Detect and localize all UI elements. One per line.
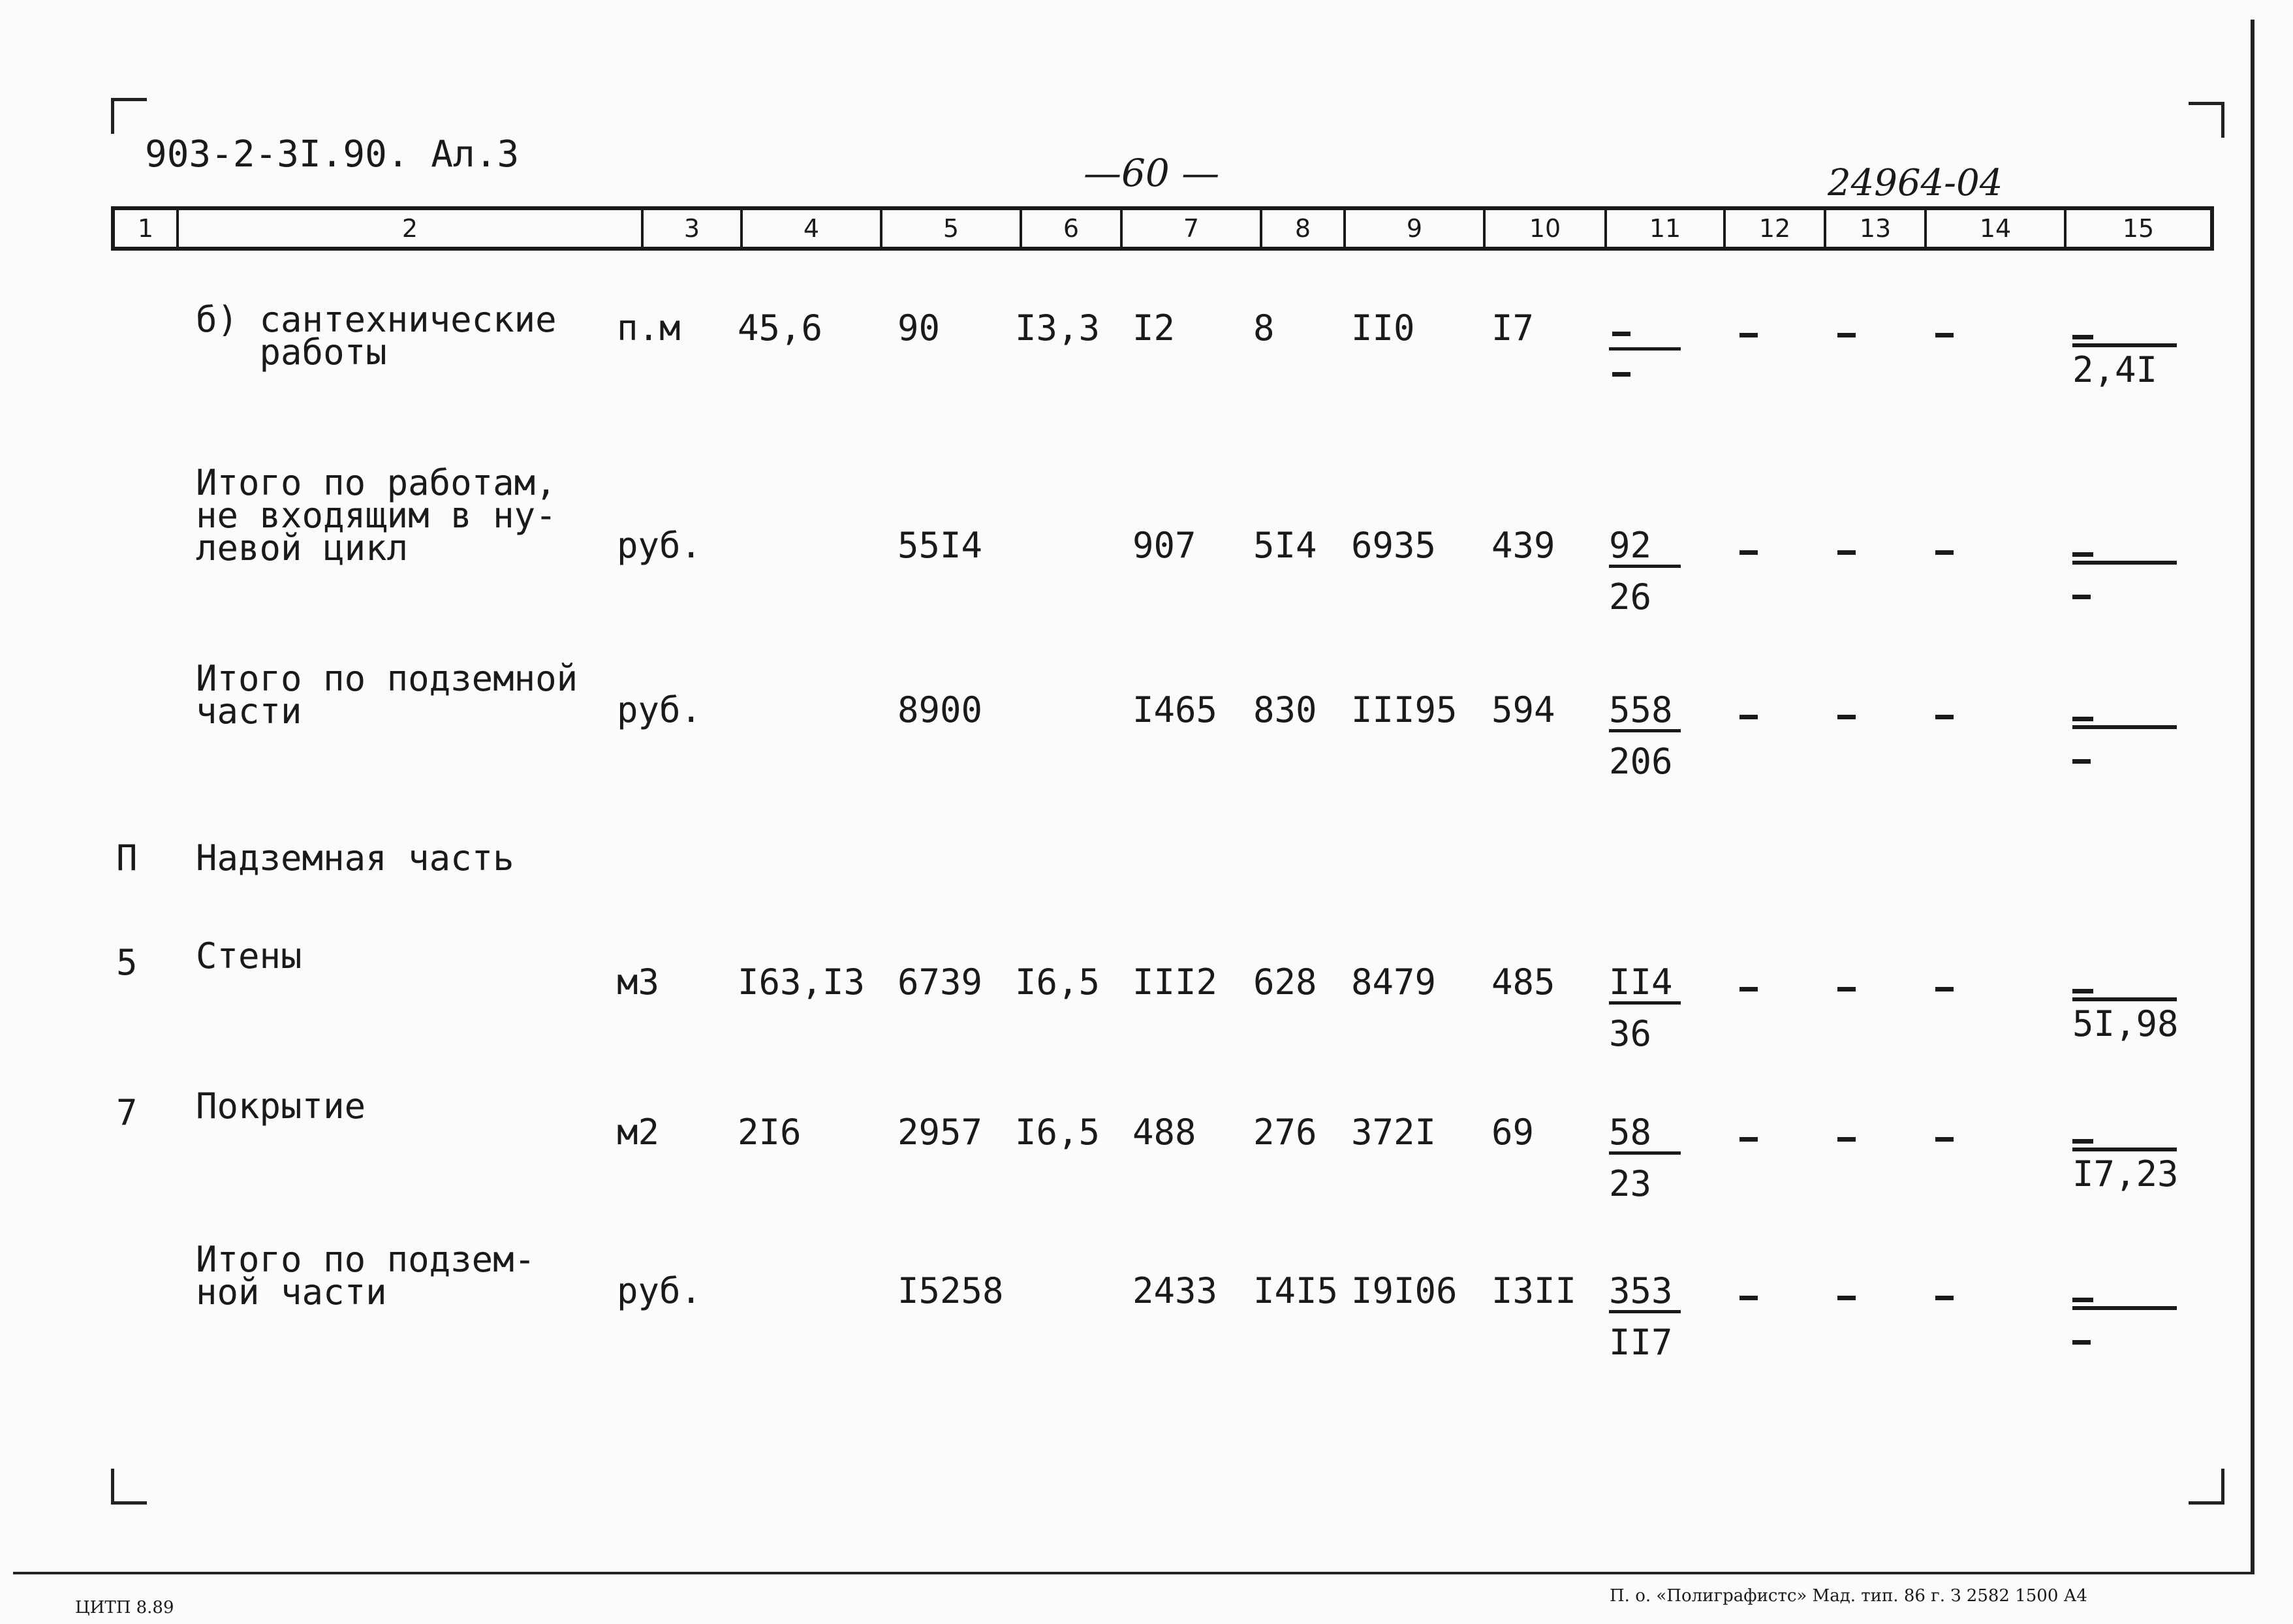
row-col-8: 8	[1253, 307, 1275, 349]
row-col-15-bottom: 5I,98	[2072, 1003, 2179, 1044]
inventory-number: 24964-04	[1828, 162, 2003, 204]
row-col-11-top: 558	[1609, 694, 1681, 732]
row-col-5: 6739	[897, 961, 983, 1003]
row-col-13-dash	[1837, 987, 1856, 992]
row-col-10: 439	[1491, 525, 1555, 566]
row-col-12-dash	[1739, 715, 1758, 719]
row-col-15	[2072, 317, 2177, 390]
row-col-15	[2072, 1280, 2177, 1349]
column-number-2: 2	[179, 210, 644, 247]
row-col-15-bottom	[2072, 729, 2177, 768]
row-col-10: I3II	[1491, 1270, 1577, 1311]
row-col-13-dash	[1837, 550, 1856, 555]
row-col-11-top: II4	[1609, 966, 1681, 1005]
page-number: —60 —	[1084, 151, 1220, 195]
row-unit: руб.	[617, 1270, 702, 1311]
corner-mark-top-right	[2189, 102, 2224, 138]
row-col-12-dash	[1739, 1296, 1758, 1300]
column-number-3: 3	[644, 210, 743, 247]
row-col-15-top-dash	[2072, 335, 2093, 339]
row-unit: м3	[617, 961, 660, 1003]
row-col-11-fraction	[1609, 689, 1681, 782]
row-col-11-fraction	[1609, 312, 1681, 396]
row-col-15-bottom: I7,23	[2072, 1153, 2179, 1195]
row-col-12-dash	[1739, 987, 1758, 992]
row-col-6: I6,5	[1015, 1112, 1100, 1153]
row-col-7: 488	[1132, 1112, 1196, 1153]
row-col-4: I63,I3	[738, 961, 866, 1003]
row-col-10: 69	[1491, 1112, 1535, 1153]
row-col-11-bottom-dash	[1612, 372, 1630, 377]
row-name: Стены	[196, 935, 302, 976]
corner-mark-bottom-left	[111, 1469, 147, 1505]
row-col-8: 5I4	[1253, 525, 1317, 566]
row-col-7: 907	[1132, 525, 1196, 566]
row-col-15-top-dash	[2072, 552, 2093, 557]
row-col-5: 2957	[897, 1112, 983, 1153]
row-col-7: I465	[1132, 689, 1218, 730]
row-unit: руб.	[617, 525, 702, 566]
row-col-12-dash	[1739, 333, 1758, 337]
row-col-15-top-dash	[2072, 1298, 2093, 1302]
column-number-9: 9	[1346, 210, 1486, 247]
row-col-8: 830	[1253, 689, 1317, 730]
row-col-11-bottom: 36	[1609, 1013, 1652, 1054]
row-col-13-dash	[1837, 1137, 1856, 1142]
row-col-5: 55I4	[897, 525, 983, 566]
row-col-4: 45,6	[738, 307, 823, 349]
row-col-11-top: 353	[1609, 1275, 1681, 1313]
column-number-8: 8	[1262, 210, 1346, 247]
column-number-14: 14	[1927, 210, 2067, 247]
row-col-12-dash	[1739, 1137, 1758, 1142]
row-col-11-bottom: II7	[1609, 1322, 1673, 1363]
row-col-9: 372I	[1351, 1112, 1437, 1153]
row-unit: п.м	[617, 307, 681, 349]
row-col-7: III2	[1132, 961, 1218, 1003]
row-col-14-dash	[1935, 1137, 1954, 1142]
row-col-15	[2072, 535, 2177, 604]
row-col-15-bottom	[2072, 565, 2177, 604]
row-col-14-dash	[1935, 987, 1954, 992]
row-col-9: 8479	[1351, 961, 1437, 1003]
row-col-5: 8900	[897, 689, 983, 730]
row-col-10: 594	[1491, 689, 1555, 730]
row-col-12-dash	[1739, 550, 1758, 555]
row-col-11-bottom: 206	[1609, 741, 1673, 782]
row-col-14-dash	[1935, 550, 1954, 555]
column-number-11: 11	[1607, 210, 1726, 247]
row-col-15-bottom-dash	[2072, 759, 2091, 764]
row-number: 7	[116, 1092, 138, 1133]
row-col-7: I2	[1132, 307, 1176, 349]
row-name: Итого по подземной части	[196, 658, 578, 732]
doc-code: 903-2-3I.90. Ал.3	[145, 133, 520, 176]
row-col-15	[2072, 699, 2177, 768]
left-stamp: ЦИТП 8.89	[75, 1598, 174, 1617]
row-col-13-dash	[1837, 333, 1856, 337]
row-col-8: 276	[1253, 1112, 1317, 1153]
row-col-11-top: 58	[1609, 1116, 1681, 1155]
row-col-15-bottom-dash	[2072, 595, 2091, 599]
row-col-6: I6,5	[1015, 961, 1100, 1003]
row-col-11-fraction	[1609, 1270, 1681, 1363]
row-col-5: 90	[897, 307, 941, 349]
row-col-11-top: 92	[1609, 529, 1681, 568]
row-col-7: 2433	[1132, 1270, 1218, 1311]
column-number-15: 15	[2122, 214, 2155, 243]
row-col-15-top-dash	[2072, 1139, 2093, 1144]
column-number-12: 12	[1726, 210, 1826, 247]
column-number-1: 1	[115, 210, 179, 247]
page-bottom-edge-line	[13, 1572, 2254, 1574]
column-number-5: 5	[882, 210, 1022, 247]
row-col-8: I4I5	[1253, 1270, 1339, 1311]
row-col-11-fraction	[1609, 1112, 1681, 1204]
row-name: б) сантехнические работы	[196, 299, 557, 373]
row-col-9: III95	[1351, 689, 1458, 730]
row-col-14-dash	[1935, 333, 1954, 337]
row-col-9: I9I06	[1351, 1270, 1458, 1311]
row-col-11-bottom: 26	[1609, 576, 1652, 617]
row-col-9: 6935	[1351, 525, 1437, 566]
row-col-10: 485	[1491, 961, 1555, 1003]
row-col-9: II0	[1351, 307, 1415, 349]
row-col-15-top-dash	[2072, 717, 2093, 721]
row-name: Надземная часть	[196, 837, 514, 879]
column-number-strip	[111, 206, 2214, 251]
row-col-15	[2072, 1121, 2179, 1195]
row-name: Итого по подзем- ной части	[196, 1239, 536, 1313]
row-name: Покрытие	[196, 1085, 366, 1127]
corner-mark-bottom-right	[2189, 1469, 2224, 1505]
row-col-15-bottom-dash	[2072, 1340, 2091, 1345]
column-number-4: 4	[743, 210, 882, 247]
row-col-13-dash	[1837, 715, 1856, 719]
row-col-11-top-dash	[1612, 332, 1630, 336]
column-number-7: 7	[1123, 210, 1262, 247]
row-col-11-bottom: 23	[1609, 1163, 1652, 1204]
row-number: П	[116, 837, 138, 879]
row-col-14-dash	[1935, 1296, 1954, 1300]
row-col-11-fraction	[1609, 525, 1681, 617]
row-unit: м2	[617, 1112, 660, 1153]
row-col-10: I7	[1491, 307, 1535, 349]
row-col-4: 2I6	[738, 1112, 802, 1153]
row-unit: руб.	[617, 689, 702, 730]
row-number: 5	[116, 942, 138, 983]
row-col-13-dash	[1837, 1296, 1856, 1300]
printer-imprint: П. о. «Полиграфистс» Мад. тип. 86 г. З 2582 1500 А4	[1610, 1586, 2087, 1606]
column-number-13: 13	[1826, 210, 1927, 247]
row-col-8: 628	[1253, 961, 1317, 1003]
row-col-15-bottom: 2,4I	[2072, 349, 2158, 390]
corner-mark-top-left	[111, 98, 147, 134]
row-col-5: I5258	[897, 1270, 1004, 1311]
row-col-6: I3,3	[1015, 307, 1100, 349]
row-col-15-bottom	[2072, 1310, 2177, 1349]
page-right-edge-line	[2251, 20, 2254, 1573]
row-col-15-top-dash	[2072, 989, 2093, 993]
row-name: Итого по работам, не входящим в ну- левой цикл	[196, 462, 557, 569]
row-col-15	[2072, 971, 2179, 1044]
column-number-6: 6	[1022, 210, 1123, 247]
row-col-14-dash	[1935, 715, 1954, 719]
row-col-11-fraction	[1609, 961, 1681, 1054]
column-number-10: 10	[1486, 210, 1607, 247]
